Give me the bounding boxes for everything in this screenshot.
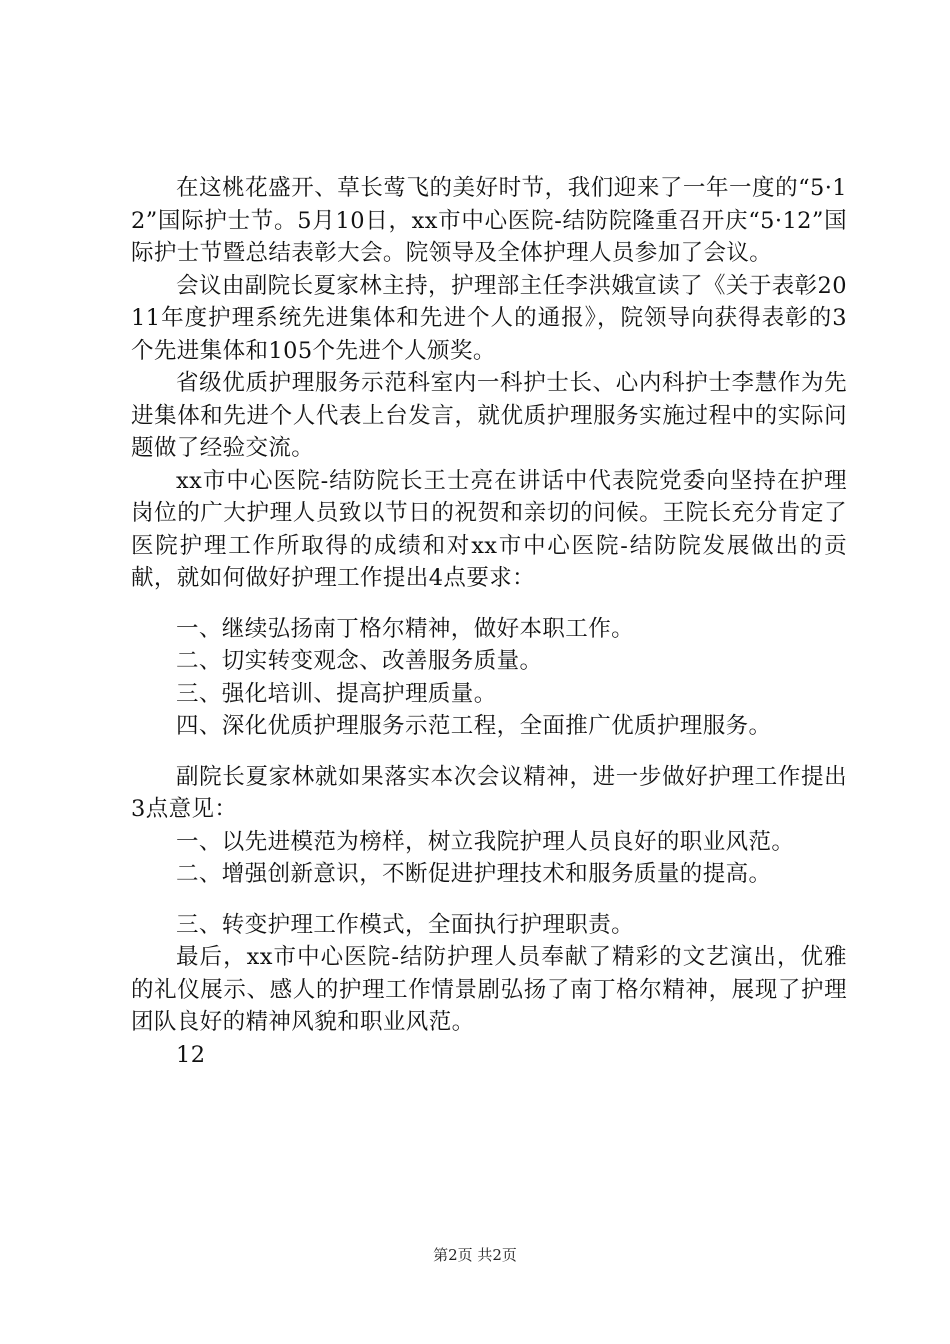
opinion-item-1: 一、以先进模范为榜样，树立我院护理人员良好的职业风范。 [176,828,795,855]
paragraph-speech-representatives: 省级优质护理服务示范科室内一科护士长、心内科护士李慧作为先进集体和先进个人代表上台发言，就优质护理服务实施过程中的实际问题做了经验交流。 [131,370,847,461]
paragraph-meeting: 会议由副院长夏家林主持，护理部主任李洪娥宣读了《关于表彰2011年度护理系统先进集体和先进个人的通报》，院领导向获得表彰的3个先进集体和105个先进个人颁奖。 [131,272,847,364]
requirement-item-4: 四、深化优质护理服务示范工程，全面推广优质护理服务。 [176,713,772,739]
requirement-item-3: 三、强化培训、提高护理质量。 [176,680,497,707]
paragraph-director-speech: xx市中心医院-结防院长王士亮在讲话中代表院党委向坚持在护理岗位的广大护理人员致以节日的祝贺和亲切的问候。王院长充分肯定了医院护理工作所取得的成绩和对xx市中心医院-结防院发展做出的贡献，就如何做好护理工作提出4点要求： [131,467,847,591]
opinion-item-2: 二、增强创新意识，不断促进护理技术和服务质量的提高。 [176,861,772,887]
spacer [131,743,847,761]
paragraph-vice-president-opinions: 副院长夏家林就如果落实本次会议精神，进一步做好护理工作提出3点意见： [131,763,847,822]
requirement-item-2: 二、切实转变观念、改善服务质量。 [176,648,543,674]
opinion-item-3: 三、转变护理工作模式，全面执行护理职责。 [176,911,635,938]
page-footer: 第2页 共2页 [433,1246,517,1264]
paragraph-closing: 最后，xx市中心医院-结防护理人员奉献了精彩的文艺演出，优雅的礼仪展示、感人的护理工作情景剧弘扬了南丁格尔精神，展现了护理团队良好的精神风貌和职业风范。 [131,944,847,1035]
requirement-item-1: 一、继续弘扬南丁格尔精神，做好本职工作。 [176,615,635,642]
document-body [131,172,847,1071]
paragraph-intro: 在这桃花盛开、草长莺飞的美好时节，我们迎来了一年一度的“5·12”国际护士节。5月10日，xx市中心医院-结防院隆重召开庆“5·12”国际护士节暨总结表彰大会。院领导及全体护理人员参加了会议。 [131,175,847,266]
spacer [131,891,847,909]
trailing-number: 12 [176,1041,206,1068]
spacer [131,595,847,613]
